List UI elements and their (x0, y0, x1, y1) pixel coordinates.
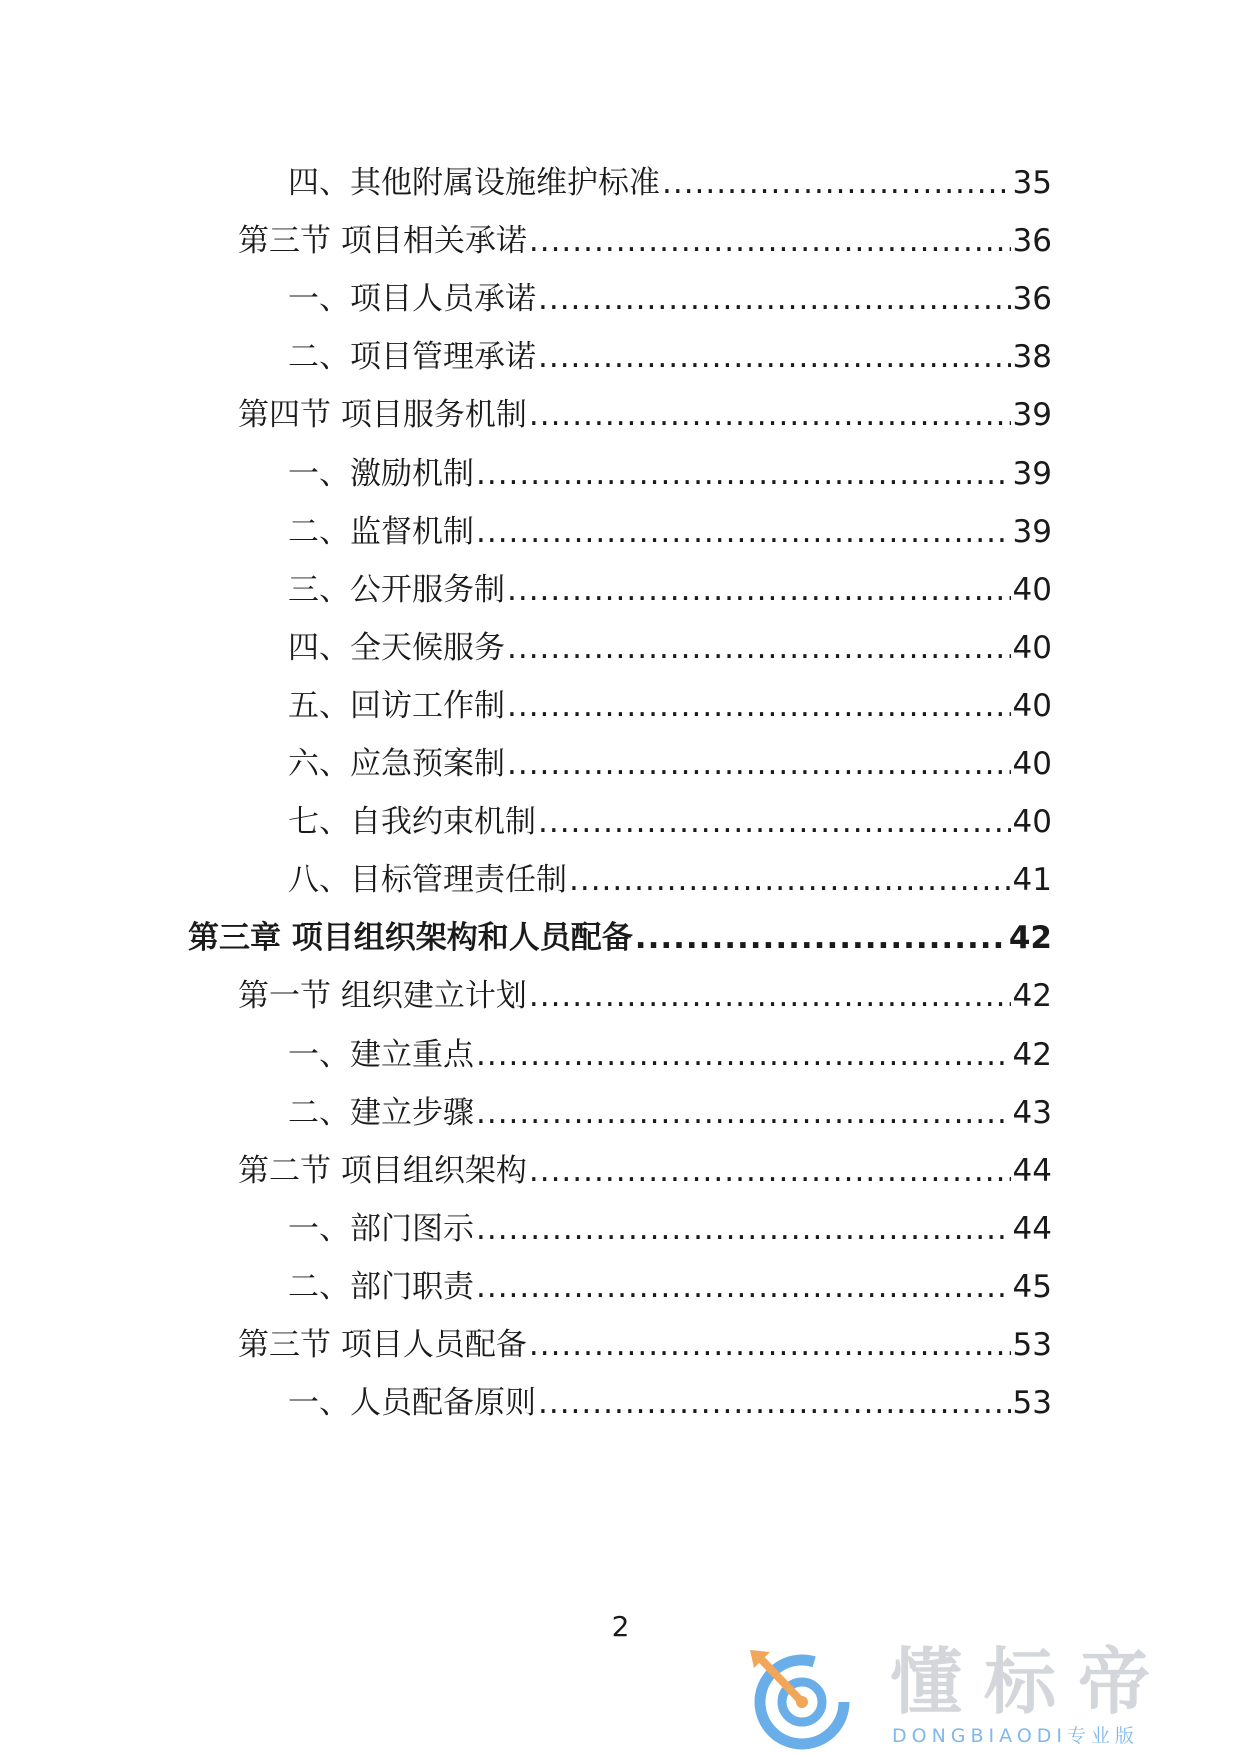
toc-entry-page: 39 (1012, 397, 1052, 434)
toc-entry-title: 四、其他附属设施维护标准 (288, 165, 660, 201)
watermark-subtitle: DONGBIAODI专业版 (892, 1725, 1140, 1747)
toc-dot-leader (529, 1146, 1011, 1196)
toc-dot-leader (529, 971, 1011, 1021)
toc-entry-page: 35 (1012, 165, 1052, 201)
toc-entry-title: 一、项目人员承诺 (288, 281, 536, 318)
toc-entry-page: 40 (1012, 746, 1052, 782)
toc-entry[interactable] (288, 623, 1052, 673)
toc-dot-leader (569, 855, 1011, 905)
toc-entry-title: 第三节 项目人员配备 (238, 1327, 527, 1363)
toc-entry-title: 三、公开服务制 (288, 571, 505, 608)
toc-entry-page: 39 (1012, 455, 1052, 492)
toc-entry-title: 第三节 项目相关承诺 (238, 223, 527, 260)
page-number: 2 (611, 1610, 630, 1643)
toc-entry-page: 42 (1008, 920, 1052, 957)
toc-dot-leader (476, 1030, 1011, 1080)
watermark (740, 1640, 1210, 1750)
toc-entry-page: 40 (1012, 687, 1052, 724)
watermark-brand: 懂标帝 (890, 1640, 1173, 1724)
toc-entry[interactable] (288, 1204, 1052, 1254)
toc-entry-page: 45 (1012, 1268, 1052, 1305)
toc-entry-page: 53 (1012, 1327, 1052, 1363)
toc-entry-title: 二、项目管理承诺 (288, 339, 536, 376)
toc-entry[interactable] (238, 1146, 1052, 1196)
toc-entry-title: 二、监督机制 (288, 513, 474, 550)
toc-entry-title: 一、人员配备原则 (288, 1385, 536, 1422)
toc-entry-title: 第三章 项目组织架构和人员配备 (188, 920, 633, 957)
toc-entry-page: 43 (1012, 1094, 1052, 1131)
toc-entry-page: 44 (1012, 1152, 1052, 1189)
toc-entry[interactable] (288, 332, 1052, 382)
toc-entry-page: 41 (1012, 862, 1052, 899)
toc-dot-leader (538, 332, 1011, 382)
toc-entry[interactable] (238, 390, 1052, 440)
toc-entry[interactable] (288, 797, 1052, 847)
toc-entry-title: 一、建立重点 (288, 1036, 474, 1073)
toc-dot-leader (507, 565, 1011, 615)
toc-entry-title: 第二节 项目组织架构 (238, 1152, 527, 1189)
toc-entry-title: 八、目标管理责任制 (288, 862, 567, 899)
toc-dot-leader (529, 216, 1011, 266)
toc-entry-page: 40 (1012, 629, 1052, 666)
toc-entry[interactable] (288, 681, 1052, 731)
toc-dot-leader (476, 1262, 1011, 1312)
toc-entry-title: 一、部门图示 (288, 1210, 474, 1247)
toc-dot-leader (538, 1378, 1011, 1428)
toc-dot-leader (507, 681, 1011, 731)
toc-dot-leader (662, 158, 1011, 208)
toc-dot-leader (476, 1204, 1011, 1254)
toc-entry-page: 36 (1012, 281, 1052, 318)
toc-entry-title: 第一节 组织建立计划 (238, 978, 527, 1015)
toc-entry-page: 42 (1012, 978, 1052, 1015)
toc-dot-leader (538, 797, 1011, 847)
toc-entry[interactable] (288, 507, 1052, 557)
toc-entry[interactable] (288, 274, 1052, 324)
toc-dot-leader (635, 913, 1007, 963)
toc-entry[interactable] (238, 216, 1052, 266)
toc-entry-title: 二、部门职责 (288, 1268, 474, 1305)
toc-entry[interactable] (238, 1320, 1052, 1370)
toc-entry[interactable] (288, 1262, 1052, 1312)
toc-dot-leader (529, 1320, 1011, 1370)
toc-entry-page: 40 (1012, 804, 1052, 841)
toc-entry[interactable] (288, 565, 1052, 615)
toc-dot-leader (529, 390, 1011, 440)
toc-dot-leader (538, 274, 1011, 324)
toc-entry-title: 五、回访工作制 (288, 687, 505, 724)
toc-dot-leader (476, 507, 1011, 557)
toc-entry[interactable] (288, 739, 1052, 789)
toc-dot-leader (476, 449, 1011, 499)
toc-entry-page: 40 (1012, 571, 1052, 608)
toc-entry-page: 39 (1012, 513, 1052, 550)
toc-entry-title: 二、建立步骤 (288, 1094, 474, 1131)
toc-entry[interactable] (288, 1378, 1052, 1428)
toc-entry-page: 44 (1012, 1210, 1052, 1247)
toc-entry-title: 七、自我约束机制 (288, 804, 536, 841)
toc-entry[interactable] (188, 913, 1052, 963)
toc-entry-page: 36 (1012, 223, 1052, 260)
toc-entry-title: 第四节 项目服务机制 (238, 397, 527, 434)
toc-entry[interactable] (288, 1030, 1052, 1080)
toc-entry-title: 六、应急预案制 (288, 746, 505, 782)
toc-entry-title: 四、全天候服务 (288, 629, 505, 666)
toc-dot-leader (507, 739, 1011, 789)
toc-entry[interactable] (238, 971, 1052, 1021)
toc-entry-title: 一、激励机制 (288, 455, 474, 492)
toc-entry-page: 38 (1012, 339, 1052, 376)
toc-entry-page: 53 (1012, 1385, 1052, 1422)
toc-entry[interactable] (288, 855, 1052, 905)
toc-dot-leader (476, 1088, 1011, 1138)
target-logo-icon (740, 1640, 860, 1750)
toc-entry[interactable] (288, 158, 1052, 208)
toc-entry[interactable] (288, 1088, 1052, 1138)
toc-dot-leader (507, 623, 1011, 673)
toc-entry[interactable] (288, 449, 1052, 499)
toc-entry-page: 42 (1012, 1036, 1052, 1073)
